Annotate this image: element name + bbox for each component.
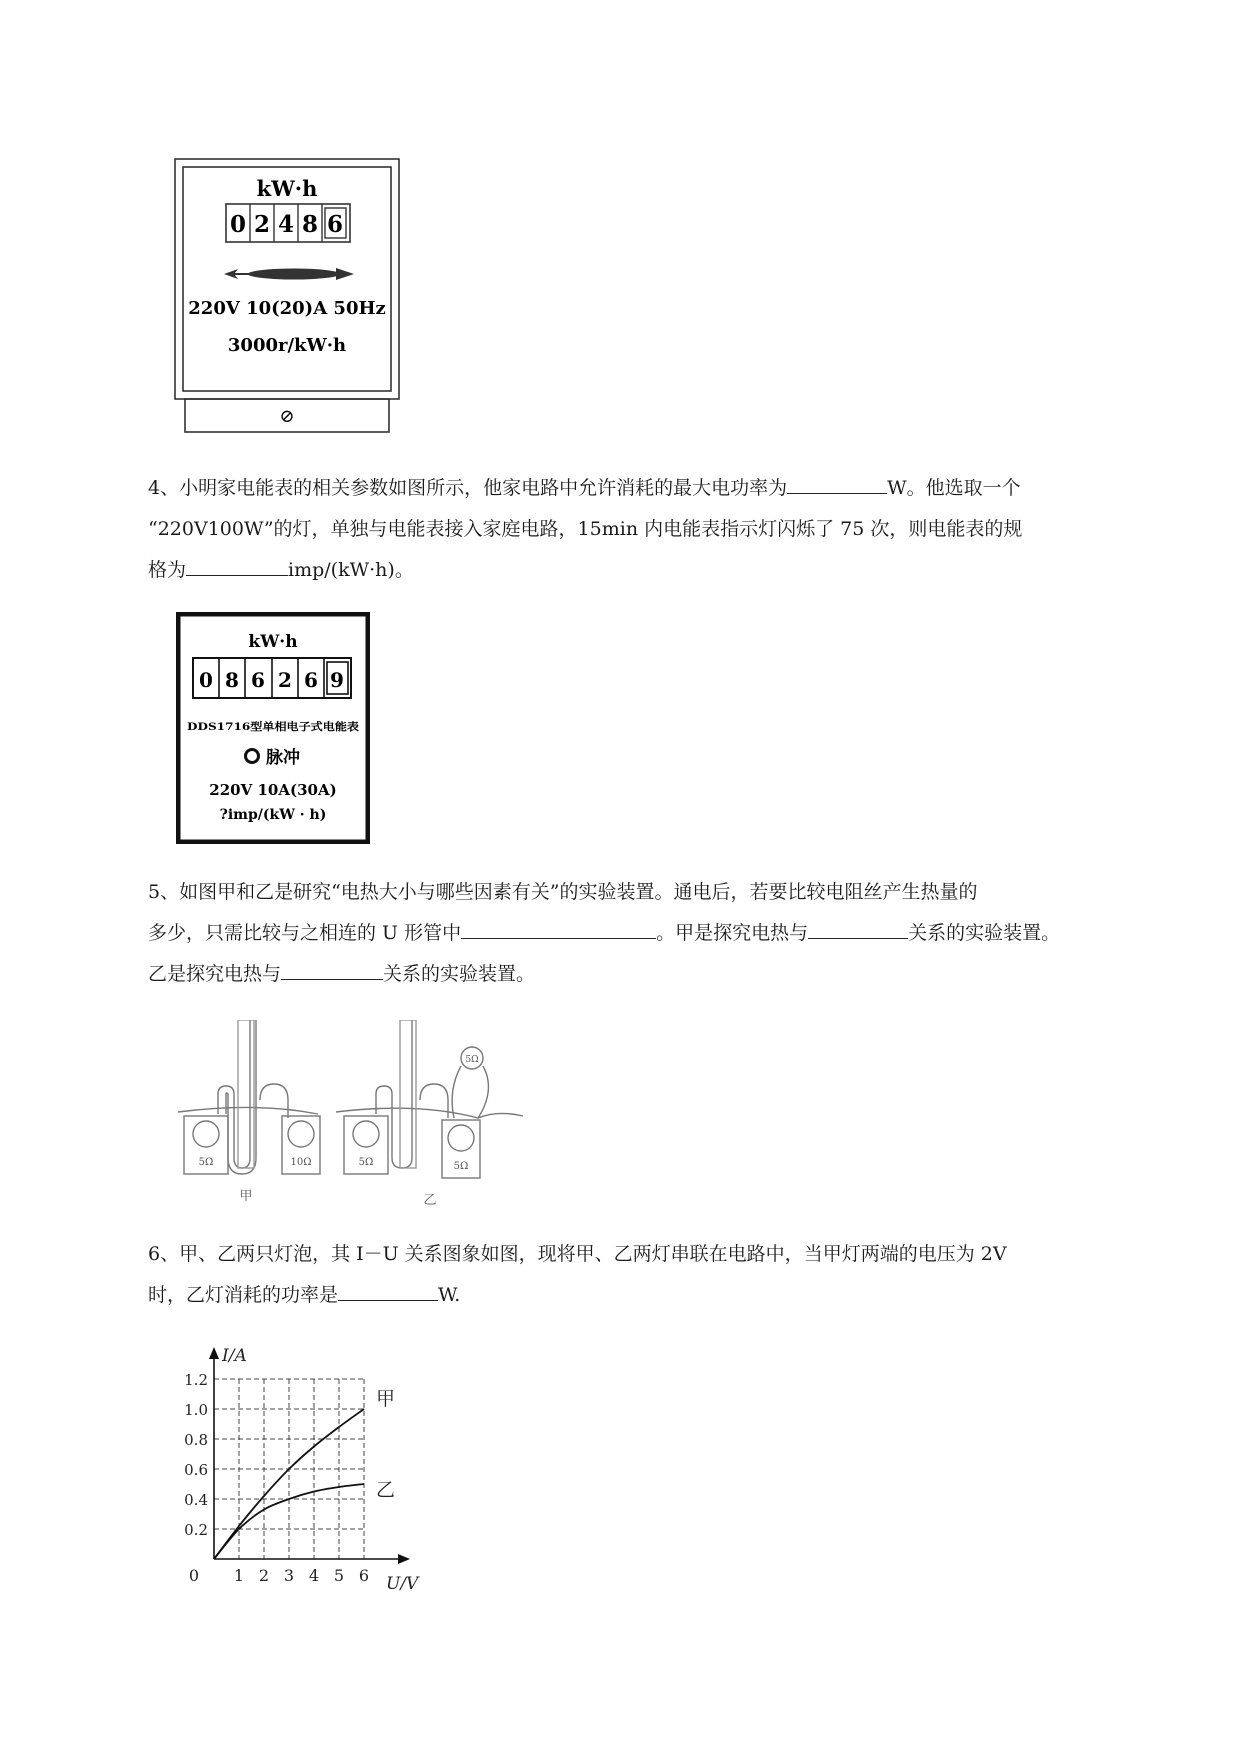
q4-text: imp/(kW·h)。 [288, 559, 414, 581]
apparatus-resistor-label: 5Ω [358, 1157, 374, 1168]
apparatus-label-yi: 乙 [423, 1193, 437, 1208]
apparatus-resistor-label: 5Ω [198, 1157, 214, 1168]
x-tick-label: 3 [283, 1566, 295, 1585]
meter1-digits [230, 204, 346, 242]
meter2-digit: 0 [199, 668, 213, 692]
q5-line-1: 5、如图甲和乙是研究“电热大小与哪些因素有关”的实验装置。通电后，若要比较电阻丝产生热量的 [148, 881, 978, 903]
meter1-digit: 2 [253, 211, 271, 238]
apparatus-resistor-label: 5Ω [453, 1161, 469, 1172]
meter2-pulse: 脉冲 [266, 748, 300, 768]
question-4 [148, 468, 1158, 591]
q6-line-2 [148, 1275, 1158, 1316]
meter1-specs: 220V 10(20)A 50Hz [188, 298, 386, 319]
apparatus-outer-resistor-label: 5Ω [465, 1055, 479, 1065]
meter1-digit: 4 [277, 211, 295, 238]
meter2-unit: kW·h [248, 632, 298, 652]
q4-text: 4、小明家电能表的相关参数如图所示，他家电路中允许消耗的最大电功率为 [148, 477, 788, 499]
meter2-digit: 9 [330, 668, 344, 692]
y-tick-label: 0.6 [184, 1461, 208, 1479]
q5-text: 乙是探究电热与 [148, 963, 282, 985]
x-tick-label: 5 [333, 1566, 345, 1585]
series-label-jia: 甲 [376, 1388, 396, 1410]
y-tick-label: 1.0 [184, 1401, 208, 1419]
origin-label: 0 [188, 1566, 200, 1585]
q5-line-3 [148, 954, 1158, 995]
y-axis-arrow [209, 1347, 219, 1359]
x-tick-label: 2 [258, 1566, 270, 1585]
x-axis-arrow [398, 1554, 410, 1564]
meter1-rev: 3000r/kW·h [227, 335, 347, 356]
q5-line-2 [148, 913, 1158, 954]
y-tick-label: 1.2 [184, 1371, 208, 1389]
q6-text: 时，乙灯消耗的功率是 [148, 1284, 339, 1306]
meter1-unit: kW·h [256, 176, 318, 201]
meter2-digit: 8 [225, 668, 239, 692]
q4-text: 格为 [148, 559, 187, 581]
x-tick-label: 6 [358, 1566, 370, 1585]
q4-text: W。他选取一个 [887, 477, 1021, 499]
q4-answer-blank-1[interactable] [787, 471, 887, 494]
x-tick-label: 4 [308, 1566, 320, 1585]
q5-answer-blank-2[interactable] [808, 916, 908, 939]
meter2-specs: 220V 10A(30A) [209, 781, 337, 799]
q4-answer-blank-2[interactable] [186, 553, 288, 576]
meter1-digit: 6 [326, 211, 344, 238]
apparatus-label-jia: 甲 [239, 1189, 253, 1204]
x-axis-label: U/V [386, 1574, 419, 1594]
y-tick-label: 0.8 [184, 1431, 208, 1449]
q5-answer-blank-1[interactable] [461, 916, 656, 939]
q5-text: 关系的实验装置。 [908, 922, 1061, 944]
meter2-digit: 2 [278, 668, 292, 692]
energy-meter-figure-2 [176, 612, 370, 844]
question-5 [148, 872, 1158, 995]
electric-heat-apparatus-figure [178, 1020, 538, 1210]
q4-line-2: “220V100W”的灯，单独与电能表接入家庭电路，15min 内电能表指示灯闪烁了 75 次，则电能表的规 [148, 518, 1023, 540]
q4-line-3 [148, 550, 1158, 591]
meter2-digit: 6 [251, 668, 265, 692]
y-tick-label: 0.2 [184, 1521, 208, 1539]
energy-meter-figure-1 [174, 158, 400, 434]
meter1-disk-arrow [224, 268, 354, 280]
apparatus-resistor-label: 10Ω [290, 1157, 312, 1168]
q5-text: 关系的实验装置。 [383, 963, 536, 985]
y-tick-label: 0.4 [184, 1491, 208, 1509]
series-label-yi: 乙 [376, 1479, 396, 1501]
x-tick-label: 1 [233, 1566, 245, 1585]
question-6 [148, 1234, 1158, 1316]
q5-answer-blank-3[interactable] [281, 957, 383, 980]
q5-text: 。甲是探究电热与 [656, 922, 809, 944]
meter1-digit: 0 [229, 211, 247, 238]
meter2-imp: ?imp/(kW · h) [219, 807, 327, 823]
q6-text: W. [438, 1284, 461, 1306]
meter1-foot-symbol: ⊘ [279, 406, 295, 427]
q5-text: 多少，只需比较与之相连的 U 形管中 [148, 922, 462, 944]
meter2-digits [199, 658, 348, 698]
y-axis-label: I/A [222, 1346, 247, 1366]
q6-line-1: 6、甲、乙两只灯泡，其 I－U 关系图象如图，现将甲、乙两灯串联在电路中，当甲灯两端的电压为 2V [148, 1243, 1007, 1265]
iu-chart [176, 1336, 446, 1598]
chart-labels [184, 1346, 420, 1594]
q6-answer-blank[interactable] [338, 1278, 438, 1301]
meter1-digit: 8 [301, 211, 319, 238]
meter2-digit: 6 [304, 668, 318, 692]
meter2-model: DDS1716型单相电子式电能表 [187, 721, 337, 733]
q4-line-1 [148, 468, 1158, 509]
